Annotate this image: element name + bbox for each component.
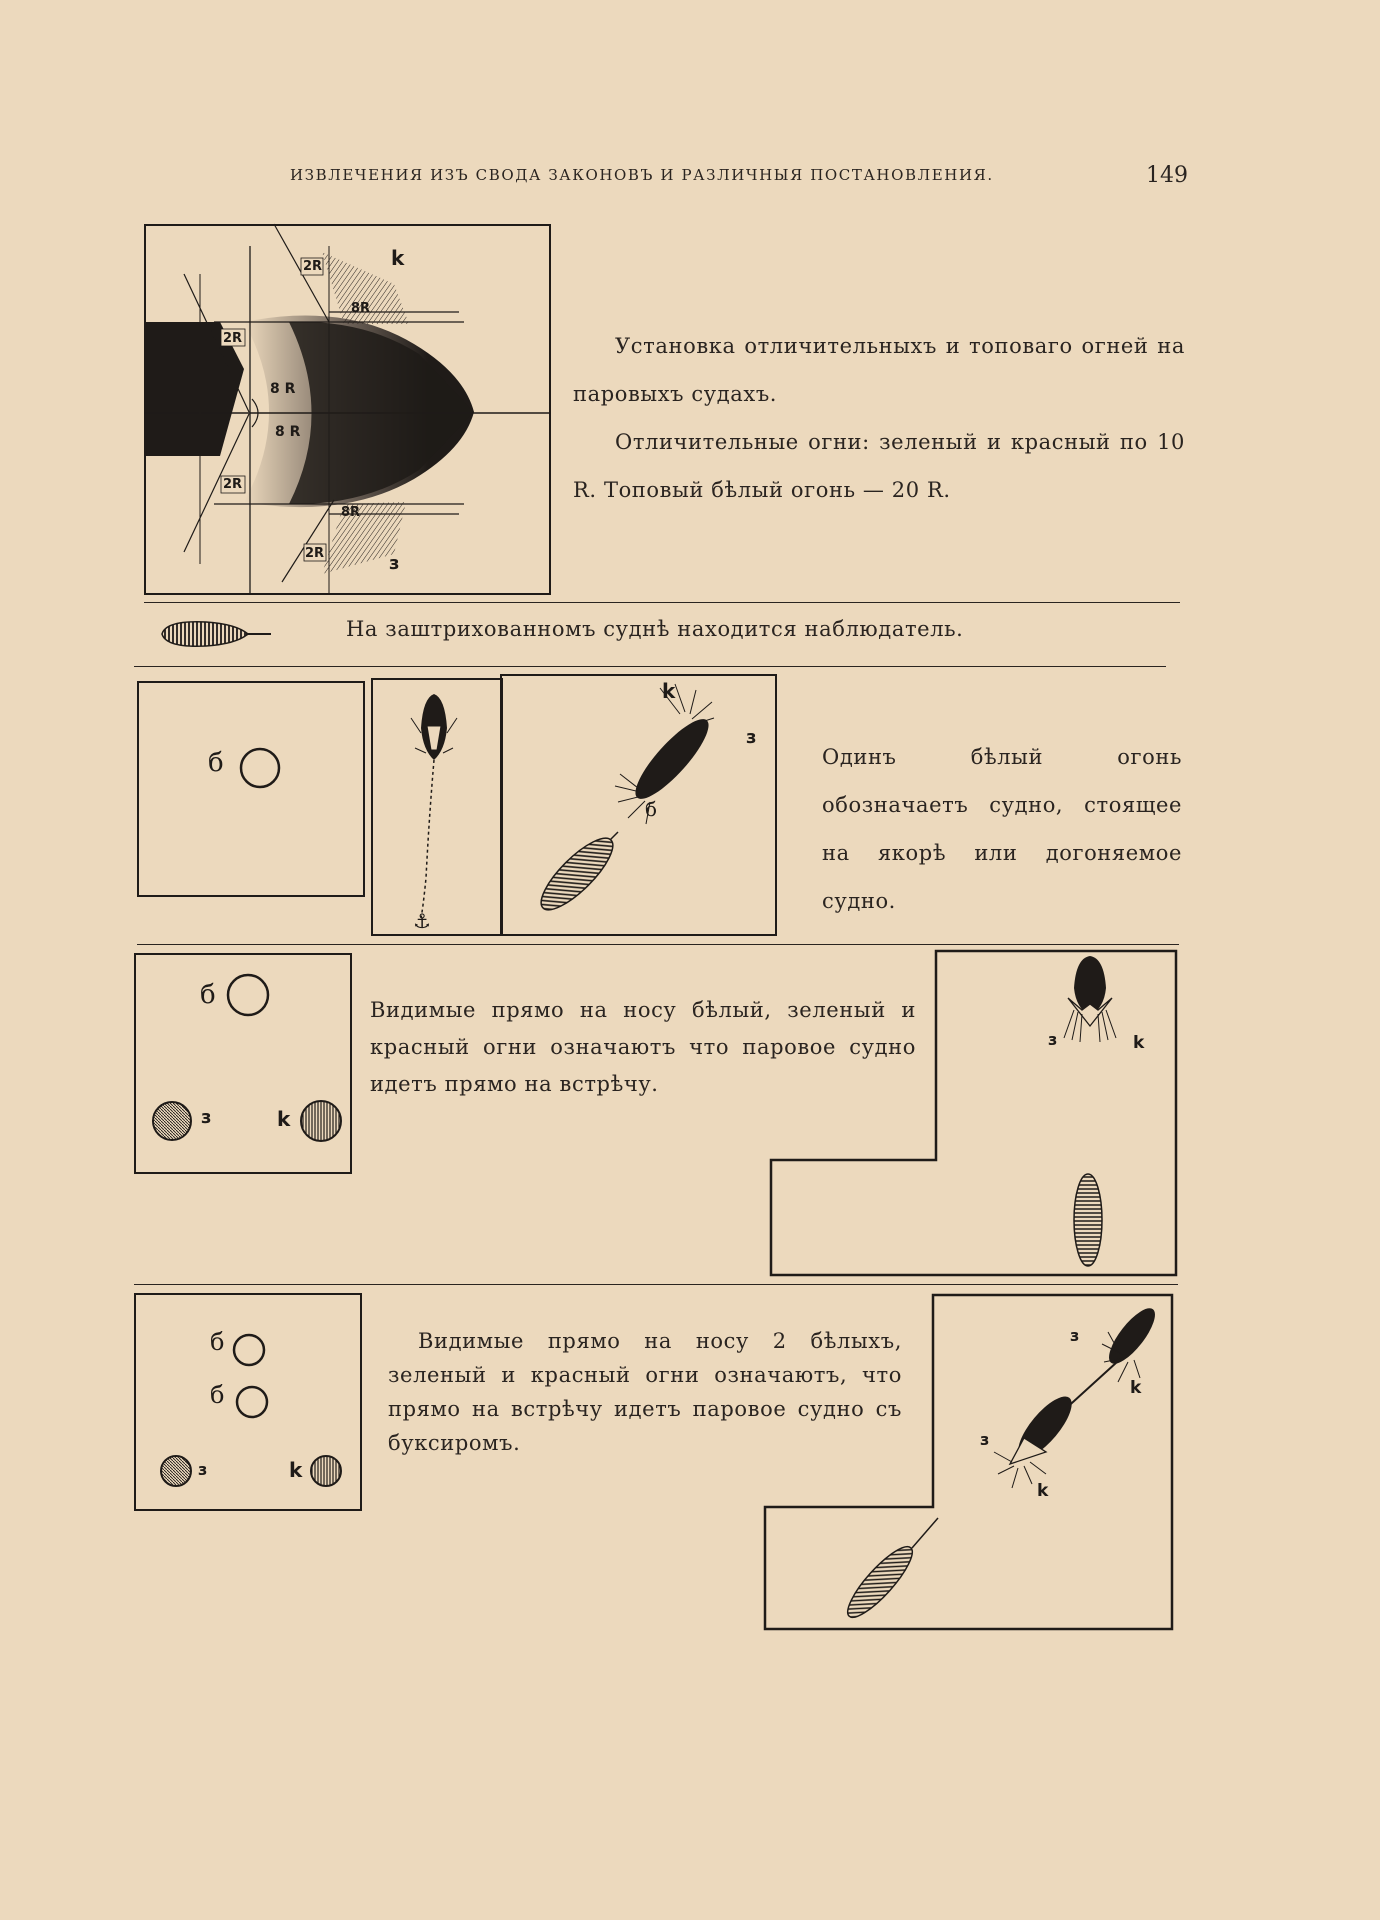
divider-1 [144, 602, 1180, 603]
section1-paragraph-1: Установка отличительныхъ и топоваго огней на паровыхъ судахъ. [573, 334, 1185, 406]
section3-lights [134, 953, 352, 1174]
section2-label-k: k [662, 679, 676, 703]
section4-ship-label-k-bottom: k [1037, 1481, 1049, 1501]
section2-label-white: б [645, 797, 658, 821]
section4-label-z: з [198, 1460, 208, 1479]
section3-red-light [301, 1101, 341, 1141]
section2-anchored-ship [371, 678, 503, 936]
observer-ship-icon [156, 617, 276, 651]
section4-white-label-2: б [210, 1381, 225, 1409]
section4-ship-label-z-bottom: з [980, 1430, 990, 1449]
section4-ship-label-z-top: з [1070, 1326, 1080, 1345]
section3-head-on-view [768, 948, 1188, 1278]
divider-4 [134, 1284, 1178, 1285]
section4-text: Видимые прямо на носу 2 бѣлыхъ, зеленый и красный огни означаютъ, что прямо на встрѣчу идетъ паровое судно съ буксиромъ. [388, 1329, 902, 1455]
anchor-icon: ⚓ [413, 909, 431, 933]
section4-lights [134, 1293, 362, 1511]
section4-white-label-1: б [210, 1328, 225, 1356]
section3-label-z: з [201, 1107, 212, 1128]
section4-white-light-lower [237, 1387, 267, 1417]
label-2r-upper-left: 2R [223, 331, 243, 346]
light-sector-drawing [144, 224, 551, 595]
section4-label-k: k [289, 1458, 303, 1482]
section2-white-label: б [208, 748, 224, 778]
label-2r-lower-left: 2R [223, 477, 243, 492]
divider-2 [134, 666, 1166, 667]
label-2r-top: 2R [303, 259, 323, 274]
label-8r-lower: 8 R [275, 424, 301, 440]
section1-text [573, 322, 1185, 514]
section3-text: Видимые прямо на носу бѣлый, зеленый и красный огни означаютъ что паровое судно идетъ прямо на встрѣчу. [370, 998, 916, 1096]
section4-towing-view [762, 1292, 1182, 1632]
section3-white-light [228, 975, 268, 1015]
label-2r-bottom: 2R [305, 546, 325, 561]
label-8r-upper: 8 R [270, 381, 296, 397]
running-header: ИЗВЛЕЧЕНИЯ ИЗЪ СВОДА ЗАКОНОВЪ И РАЗЛИЧНЫЯ ПОСТАНОВЛЕНИЯ. [290, 166, 994, 184]
section3-ship-label-k: k [1133, 1033, 1145, 1053]
section2-text: Одинъ бѣлый огонь обозначаетъ судно, стоящее на якорѣ или догоняемое судно. [822, 745, 1182, 913]
section3-green-light [153, 1102, 191, 1140]
section2-label-z: з [746, 727, 757, 748]
divider-3 [137, 944, 1179, 945]
section3-ship-label-z: з [1048, 1030, 1058, 1049]
section3-label-k: k [277, 1107, 291, 1131]
section3-white-label: б [200, 980, 216, 1010]
section1-paragraph-2: Отличительные огни: зеленый и красный по 10 R. Топовый бѣлый огонь — 20 R. [573, 430, 1185, 502]
page-number: 149 [1146, 163, 1188, 188]
label-8r-top: 8R [351, 301, 371, 316]
label-8r-bottom: 8R [341, 505, 361, 520]
section4-green-light [161, 1456, 191, 1486]
legend-caption: На заштрихованномъ суднѣ находится наблюдатель. [346, 617, 964, 641]
section2-white-light [238, 746, 282, 790]
label-z-bottom: з [389, 553, 400, 574]
label-k-top: k [391, 246, 405, 270]
section4-red-light [311, 1456, 341, 1486]
section4-white-light-upper [234, 1335, 264, 1365]
section2-overtaking-ships [500, 674, 777, 936]
section4-ship-label-k-top: k [1130, 1378, 1142, 1398]
